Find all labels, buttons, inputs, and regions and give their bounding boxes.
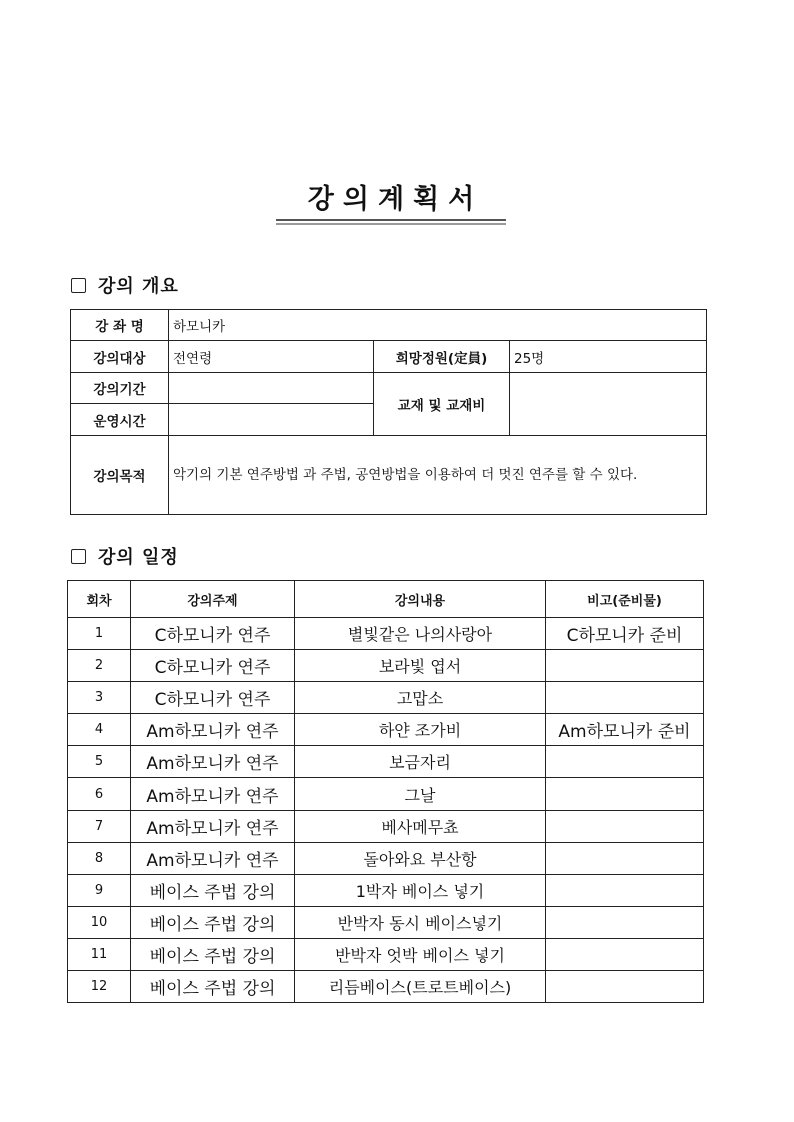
title-underline	[276, 219, 506, 221]
overview-heading: 강의 개요	[98, 276, 179, 297]
table-row	[71, 436, 707, 515]
header-topic: 강의주제	[131, 581, 295, 618]
document-title: 강의계획서	[307, 184, 484, 215]
table-row	[68, 842, 704, 874]
header-content: 강의내용	[295, 581, 546, 618]
table-row	[68, 714, 704, 746]
lecture-note	[546, 650, 704, 682]
session-number: 1	[68, 618, 131, 650]
capacity-value: 25명	[510, 341, 707, 373]
capacity-label: 희망정원(定員)	[374, 341, 510, 373]
session-number: 11	[68, 938, 131, 970]
lecture-content: 그날	[295, 778, 546, 810]
lecture-topic: 베이스 주법 강의	[131, 938, 295, 970]
lecture-topic: Am하모니카 연주	[131, 714, 295, 746]
header-note: 비고(준비물)	[546, 581, 704, 618]
lecture-topic: 베이스 주법 강의	[131, 906, 295, 938]
session-number: 12	[68, 971, 131, 1003]
header-session: 회차	[68, 581, 131, 618]
lecture-content: 리듬베이스(트로트베이스)	[295, 971, 546, 1003]
lecture-content: 반박자 동시 베이스넣기	[295, 906, 546, 938]
title-underline-secondary	[276, 223, 506, 225]
session-number: 10	[68, 906, 131, 938]
lecture-topic: 베이스 주법 강의	[131, 971, 295, 1003]
lecture-note	[546, 842, 704, 874]
course-name-label: 강 좌 명	[71, 310, 169, 341]
table-row	[68, 810, 704, 842]
overview-table	[70, 309, 707, 515]
target-label: 강의대상	[71, 341, 169, 373]
table-row	[71, 310, 707, 341]
table-row	[68, 778, 704, 810]
session-number: 5	[68, 746, 131, 778]
table-row	[68, 618, 704, 650]
lecture-note	[546, 778, 704, 810]
lecture-note	[546, 938, 704, 970]
schedule-section-header	[71, 543, 179, 569]
lecture-note	[546, 971, 704, 1003]
table-row	[68, 874, 704, 906]
session-number: 6	[68, 778, 131, 810]
lecture-topic: Am하모니카 연주	[131, 842, 295, 874]
lecture-note	[546, 874, 704, 906]
period-value	[169, 373, 374, 404]
table-row	[68, 906, 704, 938]
lecture-topic: C하모니카 연주	[131, 618, 295, 650]
session-number: 8	[68, 842, 131, 874]
session-number: 2	[68, 650, 131, 682]
lecture-topic: Am하모니카 연주	[131, 778, 295, 810]
table-row	[71, 373, 707, 404]
checkbox-square-icon	[71, 549, 86, 564]
lecture-note: C하모니카 준비	[546, 618, 704, 650]
lecture-topic: C하모니카 연주	[131, 650, 295, 682]
table-row	[71, 341, 707, 373]
lecture-note	[546, 746, 704, 778]
lecture-topic: Am하모니카 연주	[131, 746, 295, 778]
lecture-content: 고맙소	[295, 682, 546, 714]
lecture-topic: Am하모니카 연주	[131, 810, 295, 842]
target-value: 전연령	[169, 341, 374, 373]
hours-value	[169, 404, 374, 436]
lecture-content: 보라빛 엽서	[295, 650, 546, 682]
session-number: 3	[68, 682, 131, 714]
lecture-content: 별빛같은 나의사랑아	[295, 618, 546, 650]
course-name-value: 하모니카	[169, 310, 707, 341]
table-row	[68, 938, 704, 970]
session-number: 4	[68, 714, 131, 746]
lecture-content: 보금자리	[295, 746, 546, 778]
materials-label: 교재 및 교재비	[374, 373, 510, 436]
session-number: 7	[68, 810, 131, 842]
table-row	[68, 746, 704, 778]
lecture-note	[546, 682, 704, 714]
lecture-topic: C하모니카 연주	[131, 682, 295, 714]
purpose-value: 악기의 기본 연주방법 과 주법, 공연방법을 이용하여 더 멋진 연주를 할 수 있다.	[169, 436, 707, 515]
purpose-label: 강의목적	[71, 436, 169, 515]
lecture-note	[546, 810, 704, 842]
lecture-content: 베사메무쵸	[295, 810, 546, 842]
lecture-note: Am하모니카 준비	[546, 714, 704, 746]
lecture-content: 1박자 베이스 넣기	[295, 874, 546, 906]
document-title-block	[276, 182, 506, 225]
schedule-table	[67, 580, 704, 1003]
schedule-heading: 강의 일정	[98, 547, 179, 568]
lecture-content: 반박자 엇박 베이스 넣기	[295, 938, 546, 970]
hours-label: 운영시간	[71, 404, 169, 436]
lecture-content: 돌아와요 부산항	[295, 842, 546, 874]
lecture-topic: 베이스 주법 강의	[131, 874, 295, 906]
lecture-content: 하얀 조가비	[295, 714, 546, 746]
lecture-note	[546, 906, 704, 938]
schedule-header-row	[68, 581, 704, 618]
table-row	[68, 682, 704, 714]
overview-section-header	[71, 272, 179, 298]
table-row	[68, 650, 704, 682]
checkbox-square-icon	[71, 278, 86, 293]
materials-value	[510, 373, 707, 436]
period-label: 강의기간	[71, 373, 169, 404]
table-row	[68, 971, 704, 1003]
session-number: 9	[68, 874, 131, 906]
